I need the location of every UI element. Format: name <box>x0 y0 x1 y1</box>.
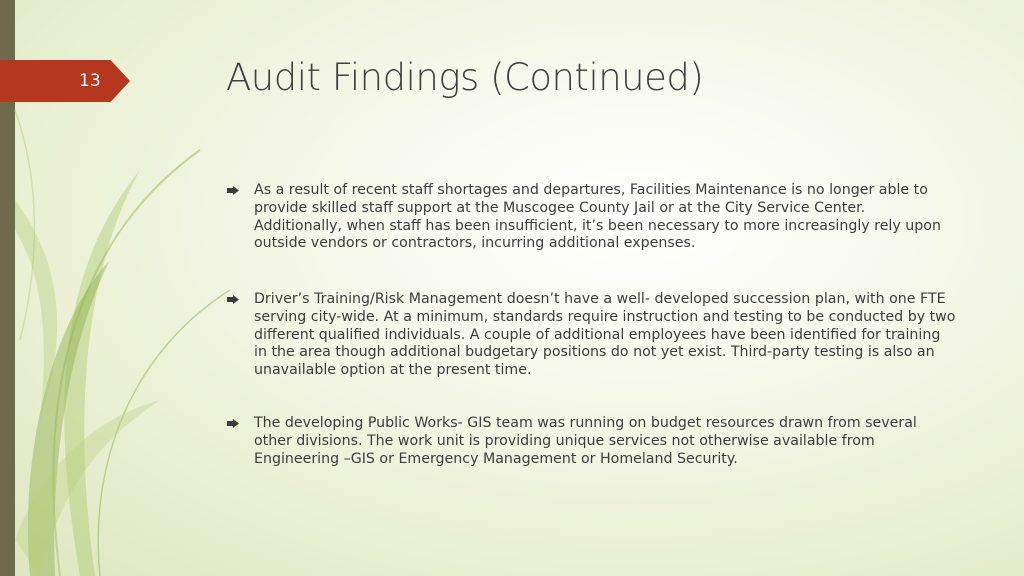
slide-number: 13 <box>79 71 101 91</box>
arrow-bullet-icon <box>227 186 239 195</box>
bullet-item <box>226 291 956 380</box>
arrow-bullet-icon <box>227 419 239 428</box>
bullet-text: The developing Public Works- GIS team was running on budget resources drawn from several other divisions. The work unit is providing unique services not otherwise available from Engineering –GIS or Emergency Management or Homeland Security. <box>254 415 917 467</box>
bullet-item <box>226 182 956 253</box>
slide-title: Audit Findings (Continued) <box>226 56 704 99</box>
bullet-text: As a result of recent staff shortages and departures, Facilities Maintenance is no longer able to provide skilled staff support at the Muscogee County Jail or at the City Service Center. Additionally, when staff has been insufficient, it’s been necessary to more increasingly rely upon outside vendors or contractors, incurring additional expenses. <box>254 182 941 252</box>
bullet-text: Driver’s Training/Risk Management doesn’t have a well- developed succession plan, with one FTE serving city-wide. At a minimum, standards require instruction and testing to be conducted by two different qualified individuals. A couple of additional employees have been identified for training in the area though additional budgetary positions do not yet exist. Third-party testing is also an unavailable option at the present time. <box>254 291 956 379</box>
arrow-bullet-icon <box>227 295 239 304</box>
bullet-item <box>226 415 956 468</box>
